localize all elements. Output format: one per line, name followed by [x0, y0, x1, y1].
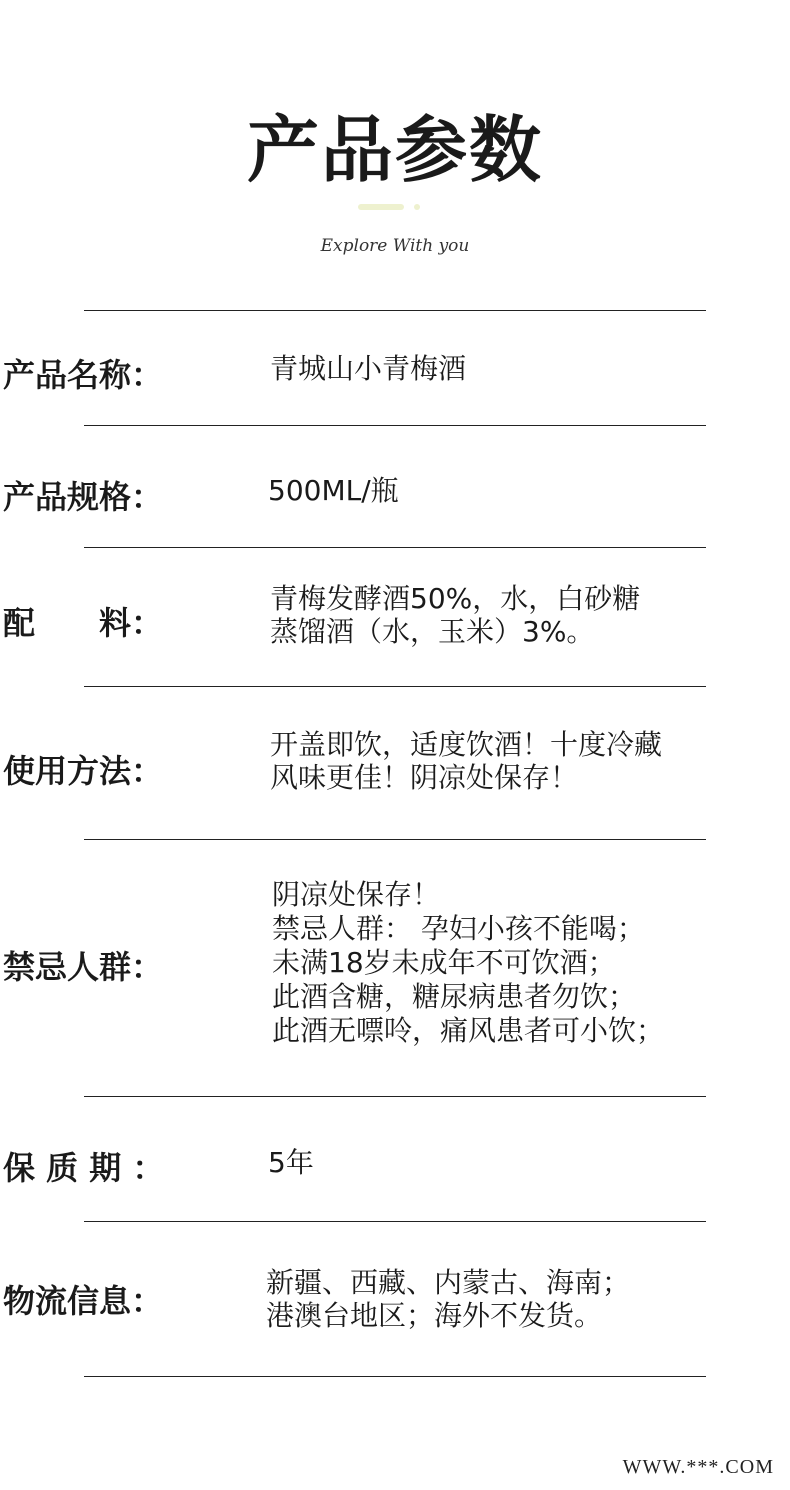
value-line: 此酒含糖，糖尿病患者勿饮；	[272, 980, 637, 1013]
param-value-ingredients	[270, 582, 640, 648]
accent-dot	[414, 204, 420, 210]
value-line: 阴凉处保存！	[272, 878, 441, 911]
value-line: 此酒无嘌呤，痛风患者可小饮；	[272, 1014, 665, 1047]
value-line: 未满18岁未成年不可饮酒；	[272, 946, 616, 979]
param-value-shelf-life	[268, 1146, 314, 1179]
param-label-usage: 使用方法：	[3, 752, 164, 790]
value-line: 青城山小青梅酒	[270, 352, 467, 385]
value-line: 港澳台地区；海外不发货。	[266, 1299, 603, 1332]
watermark-text: WWW.***.COM	[622, 1456, 774, 1478]
value-line: 5年	[268, 1146, 314, 1179]
value-line: 风味更佳！阴凉处保存！	[270, 761, 579, 794]
param-label-name: 产品名称：	[3, 356, 164, 394]
param-label-spec: 产品规格：	[3, 478, 164, 516]
value-line: 开盖即饮，适度饮酒！十度冷藏	[270, 728, 663, 761]
divider-line	[84, 686, 706, 687]
param-value-name	[270, 352, 466, 385]
divider-line	[84, 425, 706, 426]
param-label-shelf-life: 保 质 期 ：	[3, 1149, 165, 1187]
value-line: 禁忌人群： 孕妇小孩不能喝；	[272, 912, 645, 945]
divider-line	[84, 310, 706, 311]
param-label-ingredients: 配 料：	[3, 604, 164, 642]
divider-line	[84, 839, 706, 840]
param-value-contraindications	[272, 878, 664, 1048]
param-label-contraindications: 禁忌人群：	[3, 948, 164, 986]
value-line: 蒸馏酒（水，玉米）3%。	[270, 615, 595, 648]
param-value-logistics	[266, 1266, 630, 1332]
value-line: 新疆、西藏、内蒙古、海南；	[266, 1266, 631, 1299]
page-title: 产品参数	[246, 108, 543, 192]
value-line: 青梅发酵酒50%，水，白砂糖	[270, 582, 641, 615]
accent-bar	[358, 204, 404, 210]
param-value-usage	[270, 728, 662, 794]
param-label-logistics: 物流信息：	[3, 1282, 164, 1320]
title-accent-divider	[358, 204, 420, 210]
value-line: 500ML/瓶	[268, 474, 399, 507]
page-subtitle: Explore With you	[320, 236, 470, 256]
param-value-spec	[268, 474, 399, 507]
divider-line	[84, 1376, 706, 1377]
divider-line	[84, 547, 706, 548]
divider-line	[84, 1096, 706, 1097]
divider-line	[84, 1221, 706, 1222]
